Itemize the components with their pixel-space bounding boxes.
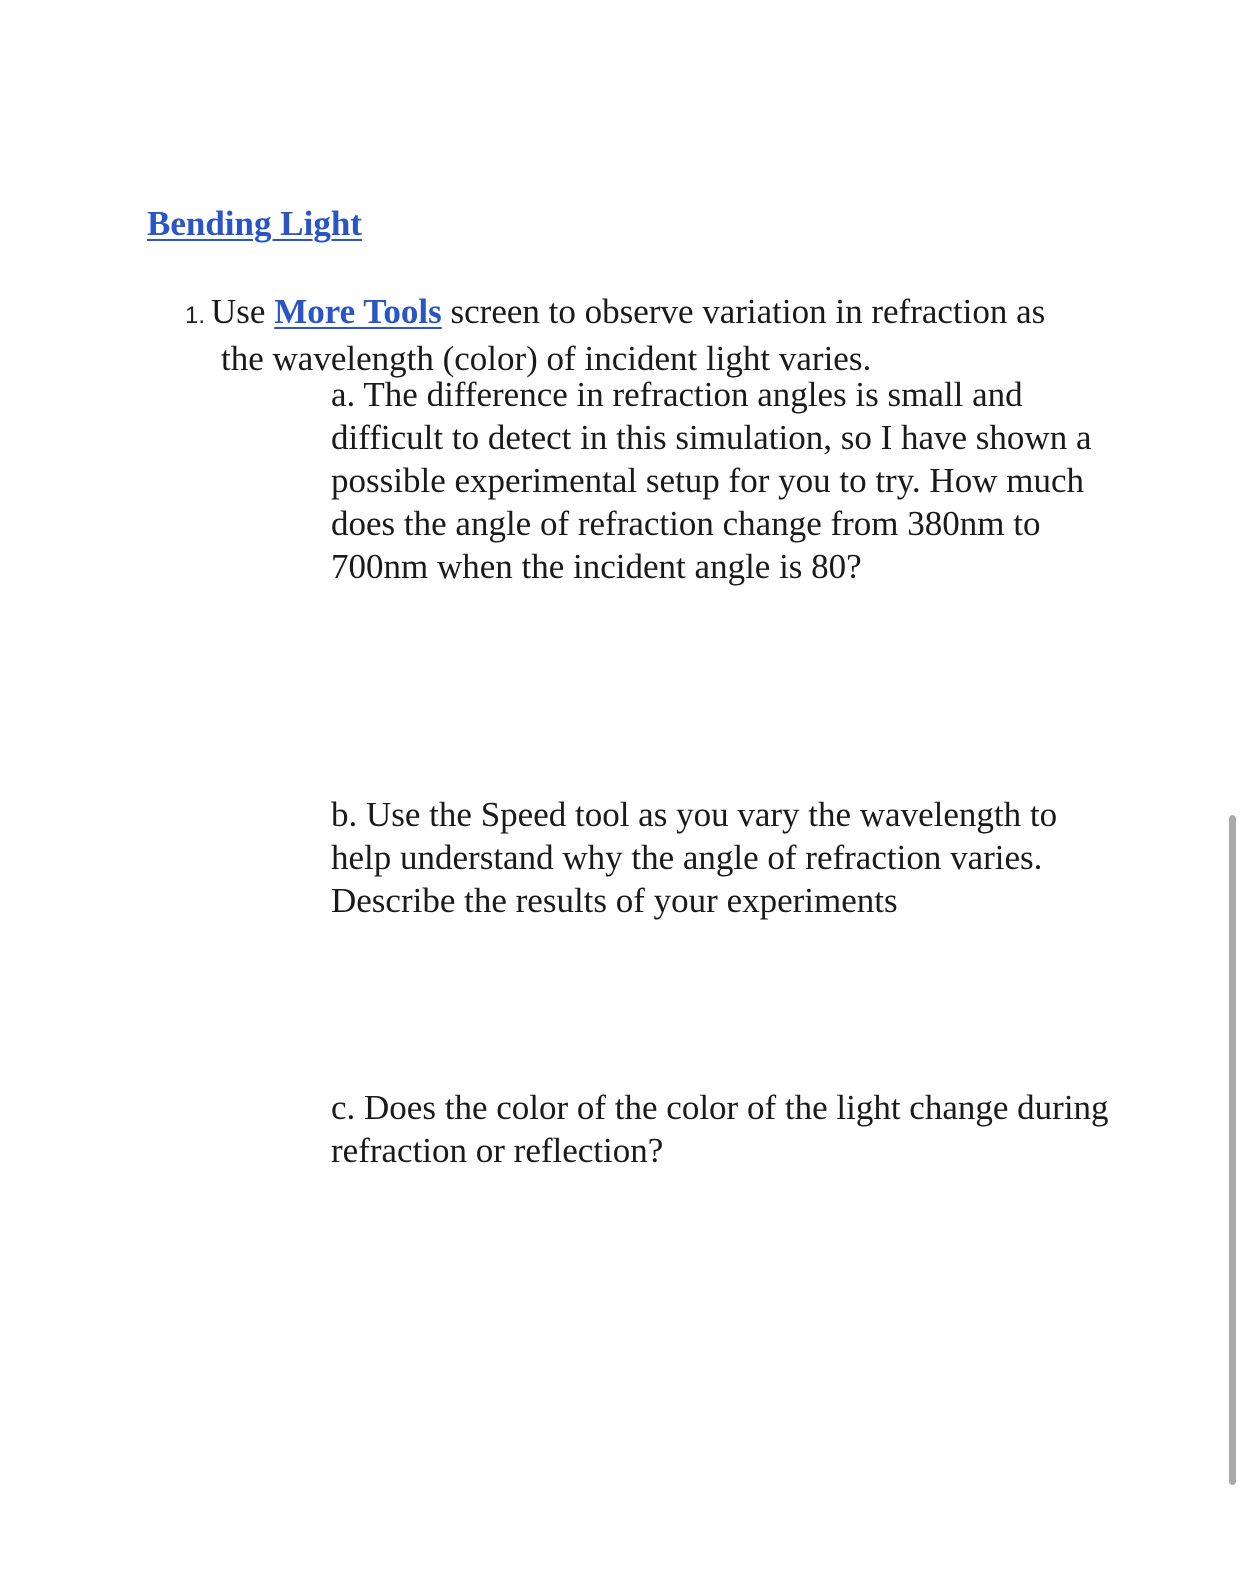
bending-light-link[interactable]: Bending Light [147, 204, 362, 243]
question-1-line2: the wavelength (color) of incident light varies. [221, 339, 872, 378]
subpart-b: b. Use the Speed tool as you vary the wavelength to help understand why the angle of refraction varies. Describe the results of your experiments [331, 795, 1058, 920]
subpart-a: a. The difference in refraction angles is small and difficult to detect in this simulation, so I have shown a possible experimental setup for you to try. How much does the angle of refraction change from 380nm to 700nm when the incident angle is 80? [331, 375, 1092, 586]
vertical-scrollbar[interactable] [1229, 815, 1236, 1485]
subpart-c: c. Does the color of the color of the light change during refraction or reflection? [331, 1088, 1109, 1170]
question-1-line1-rest: screen to observe variation in refraction as [450, 292, 1046, 331]
list-number: 1. [185, 302, 206, 329]
question-1-prefix: Use [211, 292, 266, 331]
more-tools-link[interactable]: More Tools [274, 292, 442, 331]
page-title[interactable] [147, 200, 362, 248]
question-1 [185, 290, 1105, 380]
